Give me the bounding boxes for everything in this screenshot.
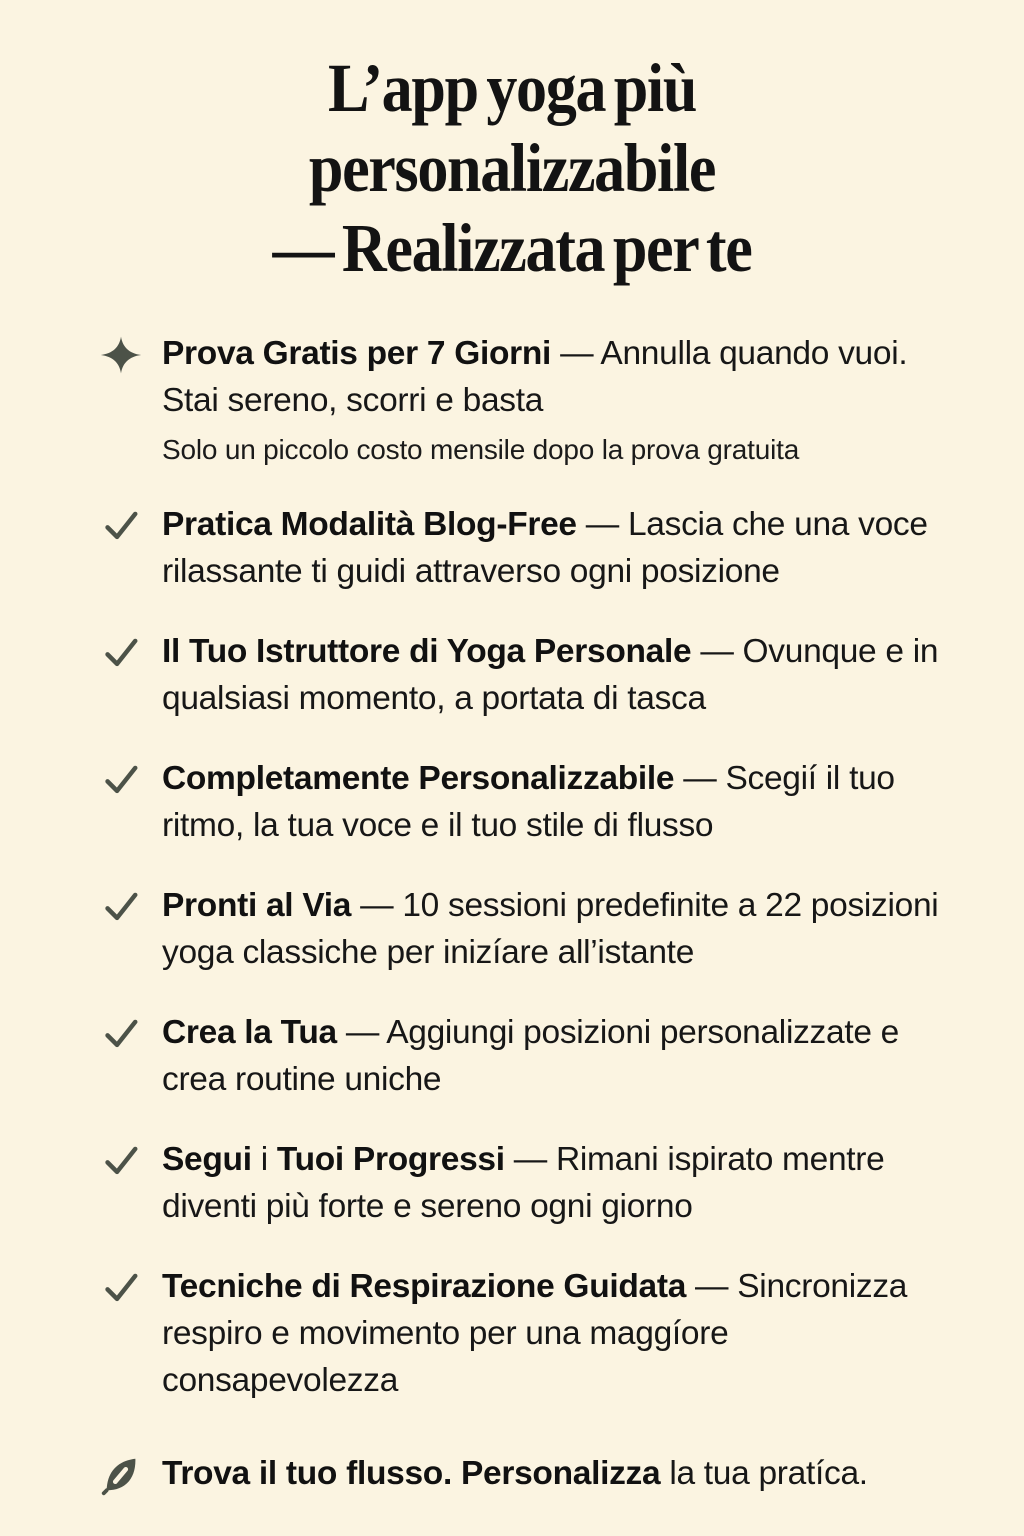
feature-text xyxy=(162,882,970,976)
title-line-2: personalizzabile xyxy=(308,130,716,206)
leaf-icon xyxy=(98,1450,144,1498)
feature-desc: — Aggiungi posizioni personalizzate e crea routine uniche xyxy=(162,1014,900,1098)
footer-regular: la tua pratíca. xyxy=(660,1455,868,1492)
check-icon xyxy=(98,628,144,671)
feature-text xyxy=(162,1263,970,1404)
title-line-1: L’app yoga più xyxy=(327,50,697,126)
feature-subtext: Solo un piccolo costo mensile dopo la prova gratuita xyxy=(162,434,800,465)
feature-item-create-your-own xyxy=(98,1009,970,1103)
feature-desc: — Scegií il tuo ritmo, la tua voce e il tuo stile di flusso xyxy=(162,760,895,844)
check-icon xyxy=(98,1009,144,1052)
footer-tagline xyxy=(0,1450,1024,1498)
feature-item-free-trial xyxy=(98,330,970,468)
feature-title: Crea la Tua xyxy=(162,1014,337,1051)
feature-text xyxy=(162,501,970,595)
sparkle-icon xyxy=(98,330,144,375)
feature-title-2: Tuoi Progressi xyxy=(276,1141,505,1178)
feature-desc: — 10 sessioni predefinite a 22 posizioni yoga classiche per inizíare all’istante xyxy=(162,887,939,971)
feature-item-blog-free xyxy=(98,501,970,595)
feature-text xyxy=(162,628,970,722)
check-icon xyxy=(98,501,144,544)
footer-bold: Trova il tuo flusso. Personalizza xyxy=(162,1455,661,1492)
footer-text xyxy=(162,1450,868,1497)
feature-title: Il Tuo Istruttore di Yoga Personale xyxy=(162,633,692,670)
feature-title: Completamente Personalizzabile xyxy=(162,760,675,797)
feature-mid: i xyxy=(251,1141,277,1178)
feature-desc: — Annulla quando vuoi. Stai sereno, scorri e basta xyxy=(162,335,908,419)
feature-title: Pronti al Via xyxy=(162,887,352,924)
check-icon xyxy=(98,755,144,798)
feature-desc: — Ovunque e in qualsiasi momento, a portata di tasca xyxy=(162,633,939,717)
check-icon xyxy=(98,1263,144,1306)
feature-text xyxy=(162,1009,970,1103)
feature-text xyxy=(162,755,970,849)
check-icon xyxy=(98,1136,144,1179)
feature-item-ready-sessions xyxy=(98,882,970,976)
feature-item-customizable xyxy=(98,755,970,849)
feature-title: Segui xyxy=(162,1141,252,1178)
feature-item-personal-instructor xyxy=(98,628,970,722)
feature-item-track-progress xyxy=(98,1136,970,1230)
feature-desc: — Lascia che una voce rilassante ti guidi attraverso ogni posizione xyxy=(162,506,928,590)
feature-list xyxy=(0,330,1024,1404)
feature-title: Prova Gratis per 7 Giorni xyxy=(162,335,552,372)
feature-item-guided-breathing xyxy=(98,1263,970,1404)
feature-text xyxy=(162,330,970,468)
feature-desc: — Sincronizza respiro e movimento per una maggíore consapevolezza xyxy=(162,1268,908,1399)
feature-title: Pratica Modalità Blog-Free xyxy=(162,506,577,543)
check-icon xyxy=(98,882,144,925)
title-line-3: — Realizzata per te xyxy=(272,210,752,286)
feature-desc: — Rimani ispirato mentre diventi più forte e sereno ogni giorno xyxy=(162,1141,885,1225)
feature-title: Tecniche di Respirazione Guidata xyxy=(162,1268,687,1305)
feature-text xyxy=(162,1136,970,1230)
page-title xyxy=(51,0,973,288)
